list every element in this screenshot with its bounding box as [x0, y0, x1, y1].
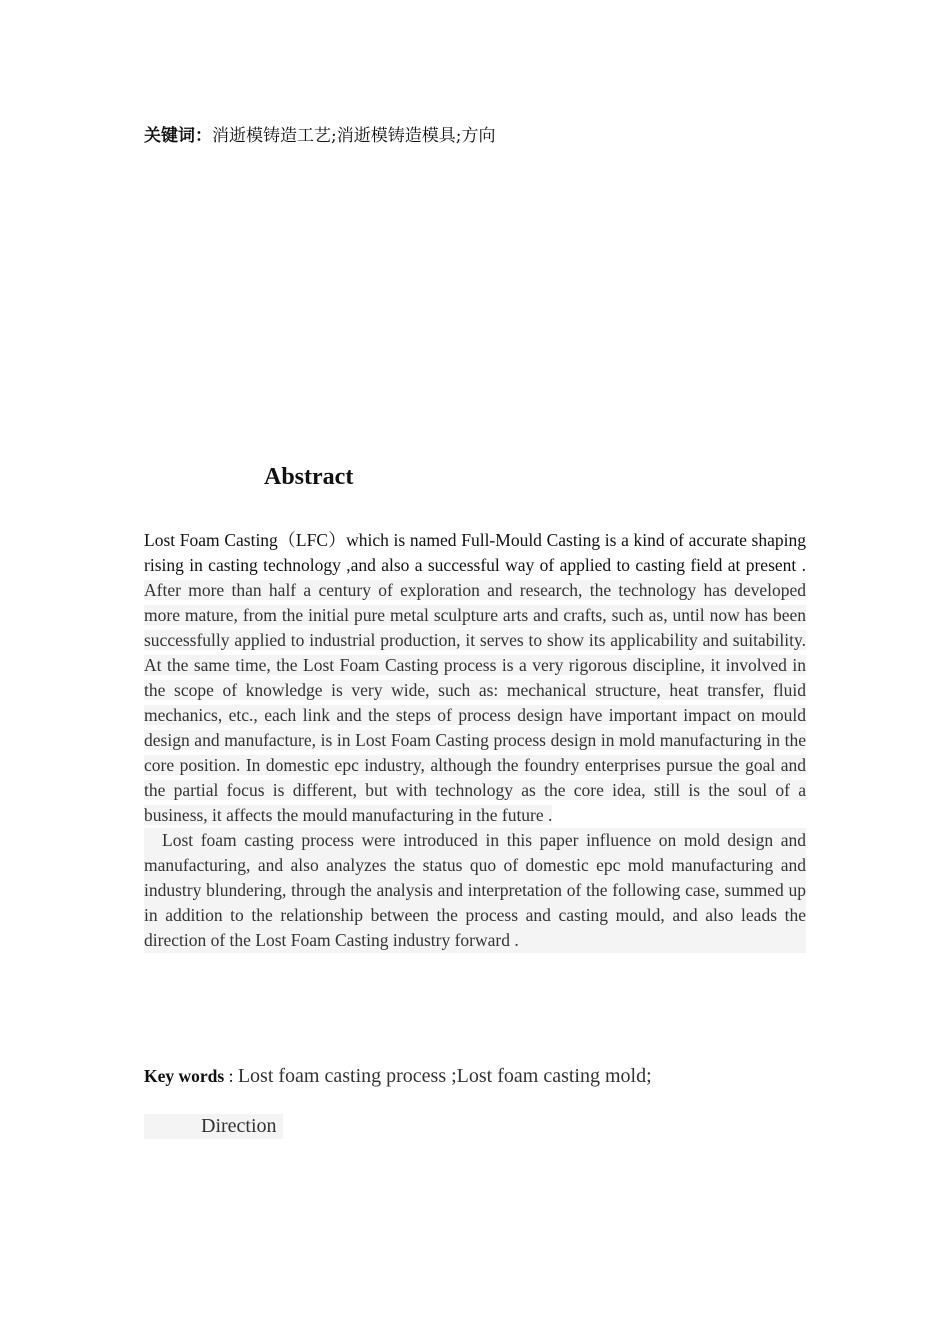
abstract-body	[144, 528, 806, 953]
abstract-paragraph-1	[144, 528, 806, 828]
english-keywords-direction: Direction	[201, 1115, 277, 1137]
english-keywords-value: Lost foam casting process ;Lost foam casting mold;	[237, 1065, 652, 1087]
abstract-paragraph-1-lead: Lost Foam Casting（LFC）which is named Full-Mould Casting is a kind of accurate shaping rising in casting technology ,and also a successful way of applied to casting field at present .	[144, 530, 806, 575]
chinese-keywords-value: 消逝模铸造工艺;消逝模铸造模具;方向	[212, 126, 496, 146]
chinese-keywords-label: 关键词：	[144, 126, 212, 146]
english-keywords-colon: :	[224, 1066, 238, 1086]
abstract-heading: Abstract	[264, 464, 354, 490]
english-keywords-label: Key words	[144, 1066, 225, 1086]
abstract-paragraph-2: Lost foam casting process were introduced in this paper influence on mold design and manufacturing, and also analyzes the status quo of domestic epc mold manufacturing and industry blundering, through the analysis and interpretation of the following case, summed up in addition to the relationship between the process and casting mould, and also leads the direction of the Lost Foam Casting industry forward .	[144, 828, 806, 953]
english-keywords	[144, 1062, 652, 1090]
english-keywords-continuation	[144, 1114, 283, 1139]
abstract-paragraph-1-rest: After more than half a century of exploration and research, the technology has developed more mature, from the initial pure metal sculpture arts and crafts, such as, until now has been successfully applied to industrial production, it serves to show its applicability and suitability. At the same time, the Lost Foam Casting process is a very rigorous discipline, it involved in the scope of knowledge is very wide, such as: mechanical structure, heat transfer, fluid mechanics, etc., each link and the steps of process design have important impact on mould design and manufacture, is in Lost Foam Casting process design in mold manufacturing in the core position. In domestic epc industry, although the foundry enterprises pursue the goal and the partial focus is different, but with technology as the core idea, still is the soul of a business, it affects the mould manufacturing in the future .	[144, 580, 806, 825]
chinese-keywords	[144, 124, 495, 148]
